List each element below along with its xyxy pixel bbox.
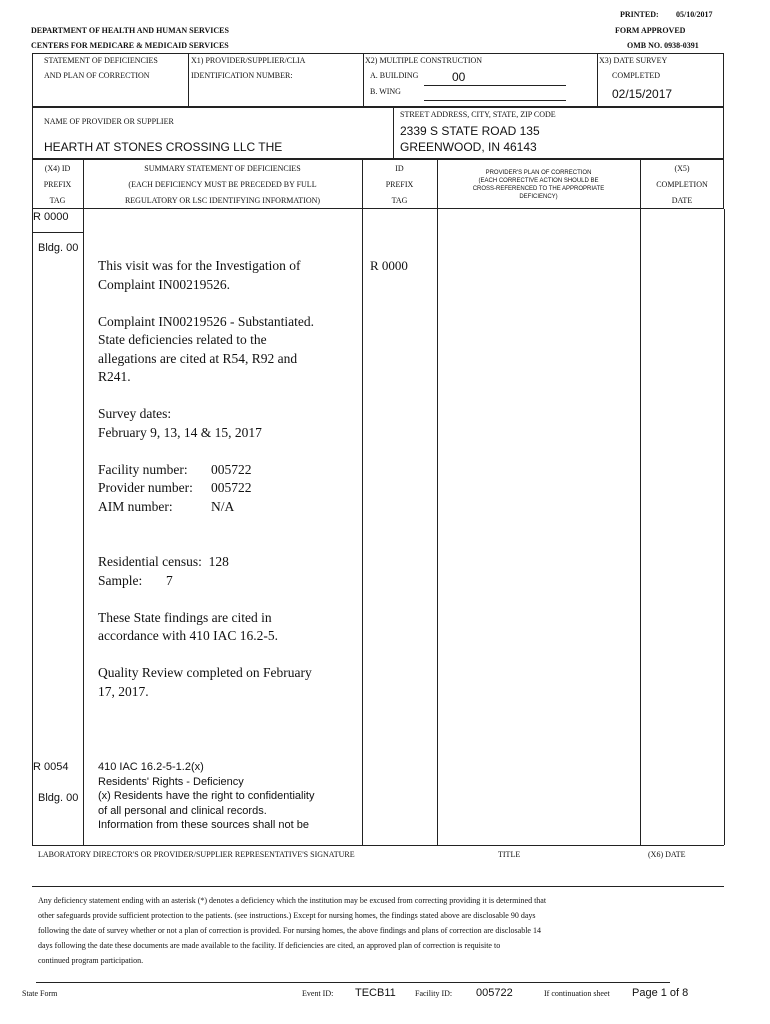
entry1-line: Survey dates: [98, 406, 172, 421]
printed-date: 05/10/2017 [676, 10, 713, 19]
printed-label: PRINTED: [620, 10, 659, 19]
x5-header-3: DATE [671, 196, 693, 205]
provider-number-value: 005722 [211, 480, 252, 495]
provider-name: HEARTH AT STONES CROSSING LLC THE [44, 140, 283, 154]
entry2-line: 410 IAC 16.2-5-1.2(x) [98, 761, 204, 773]
entry1-line: R241. [98, 369, 131, 384]
provider-number-label: Provider number: [98, 480, 193, 495]
entry2-line: Residents' Rights - Deficiency [98, 775, 244, 788]
id-header-3: TAG [391, 196, 408, 205]
omb-number: OMB NO. 0938-0391 [627, 41, 699, 50]
census-value: 128 [208, 554, 229, 569]
x4-header-3: TAG [49, 196, 66, 205]
title-label: TITLE [498, 850, 521, 859]
address-line-1: 2339 S STATE ROAD 135 [400, 124, 540, 138]
plan-header-2: (EACH CORRECTIVE ACTION SHOULD BE [478, 178, 599, 184]
entry1-line: Complaint IN00219526 - Substantiated. [98, 313, 314, 329]
plan-header-4: DEFICIENCY) [519, 194, 558, 200]
entry1-line: This visit was for the Investigation of [98, 258, 301, 273]
entry1-line: State deficiencies related to the [98, 332, 267, 347]
disclaimer-line: other safeguards provide sufficient protection to the patients. (see instructions.) Except for nursing homes, the findings stated above are disclosable 90 days [38, 911, 536, 920]
entry1-line: Complaint IN00219526. [98, 276, 230, 292]
id-header-2: PREFIX [385, 180, 414, 189]
page-number: Page 1 of 8 [632, 987, 689, 999]
entry2-tag: R 0054 [33, 761, 69, 773]
x5-header-2: COMPLETION [656, 180, 708, 189]
department-title: DEPARTMENT OF HEALTH AND HUMAN SERVICES [31, 26, 229, 35]
disclaimer-line: Any deficiency statement ending with an asterisk (*) denotes a deficiency which the institution may be excused from correcting providing it is determined that [38, 896, 547, 905]
building-value: 00 [452, 70, 466, 84]
state-form-label: State Form [22, 989, 58, 998]
summary-header-2: (EACH DEFICIENCY MUST BE PRECEDED BY FULL [128, 180, 317, 189]
provider-name-label: NAME OF PROVIDER OR SUPPLIER [44, 117, 174, 126]
entry2-line: (x) Residents have the right to confidentiality [98, 790, 315, 802]
entry2-line: of all personal and clinical records. [98, 804, 267, 817]
facility-id-value: 005722 [476, 987, 513, 999]
facility-number-row [98, 461, 314, 480]
address-line-2: GREENWOOD, IN 46143 [400, 140, 537, 154]
census-label: Residential census: [98, 554, 202, 569]
cms-title: CENTERS FOR MEDICARE & MEDICAID SERVICES [31, 41, 229, 50]
x1-label-2: IDENTIFICATION NUMBER: [191, 71, 293, 80]
review-line-2: 17, 2017. [98, 683, 149, 699]
entry1-tag: R 0000 [33, 211, 69, 223]
plan-header-1: PROVIDER'S PLAN OF CORRECTION [485, 170, 592, 176]
census-row [98, 553, 314, 572]
survey-completed-date: 02/15/2017 [612, 87, 673, 101]
entry1-right-tag: R 0000 [370, 258, 408, 273]
summary-header-3: REGULATORY OR LSC IDENTIFYING INFORMATION) [124, 196, 321, 205]
facility-number-value: 005722 [211, 461, 252, 477]
x4-header-2: PREFIX [43, 180, 72, 189]
continuation-label: If continuation sheet [544, 989, 610, 998]
statement-label-2: AND PLAN OF CORRECTION [44, 71, 150, 80]
review-line-1: Quality Review completed on February [98, 665, 312, 680]
disclaimer [38, 893, 546, 968]
findings-line-1: These State findings are cited in [98, 609, 272, 625]
entry2-body [98, 760, 314, 833]
address-label: STREET ADDRESS, CITY, STATE, ZIP CODE [400, 110, 556, 119]
director-signature-label: LABORATORY DIRECTOR'S OR PROVIDER/SUPPLIER REPRESENTATIVE'S SIGNATURE [38, 850, 355, 859]
wing-label: B. WING [370, 87, 401, 96]
x3-label-2: COMPLETED [612, 71, 660, 80]
facility-id-label: Facility ID: [415, 989, 453, 998]
summary-header-1: SUMMARY STATEMENT OF DEFICIENCIES [144, 164, 301, 173]
entry2-bldg: Bldg. 00 [38, 792, 79, 804]
sample-label: Sample: [98, 572, 143, 588]
disclaimer-line: days following the date these documents are made available to the facility. If deficiencies are cited, an approved plan of correction is requisite to [38, 941, 501, 950]
facility-number-label: Facility number: [98, 461, 188, 477]
entry1-line: February 9, 13, 14 & 15, 2017 [98, 424, 262, 440]
entry1-line: allegations are cited at R54, R92 and [98, 350, 298, 366]
statement-label-1: STATEMENT OF DEFICIENCIES [44, 56, 158, 65]
form-approved: FORM APPROVED [615, 26, 686, 35]
entry1-bldg: Bldg. 00 [38, 242, 79, 254]
sample-row [98, 572, 314, 591]
plan-header-3: CROSS-REFERENCED TO THE APPROPRIATE [472, 186, 605, 192]
x5-header-1: (X5) [674, 164, 690, 173]
x2-label: X2) MULTIPLE CONSTRUCTION [365, 56, 483, 65]
disclaimer-line: following the date of survey whether or not a plan of correction is provided. For nursing homes, the above findings and plans of correction are disclosable 14 [38, 926, 541, 935]
id-header-1: ID [395, 164, 404, 173]
disclaimer-line: continued program participation. [38, 956, 144, 965]
entry2-line: Information from these sources shall not be [98, 819, 309, 831]
x3-label-1: X3) DATE SURVEY [599, 56, 668, 65]
x6-date-label: (X6) DATE [648, 850, 686, 859]
entry1-body [98, 257, 314, 701]
aim-number-label: AIM number: [98, 498, 173, 514]
event-id-label: Event ID: [302, 989, 334, 998]
aim-number-row [98, 498, 314, 517]
sample-value: 7 [166, 572, 173, 588]
findings-line-2: accordance with 410 IAC 16.2-5. [98, 628, 278, 643]
provider-number-row [98, 479, 314, 498]
x4-header-1: (X4) ID [44, 164, 71, 173]
building-label: A. BUILDING [370, 71, 419, 80]
aim-number-value: N/A [211, 498, 235, 514]
event-id-value: TECB11 [355, 987, 396, 999]
x1-label-1: X1) PROVIDER/SUPPLIER/CLIA [191, 56, 306, 65]
